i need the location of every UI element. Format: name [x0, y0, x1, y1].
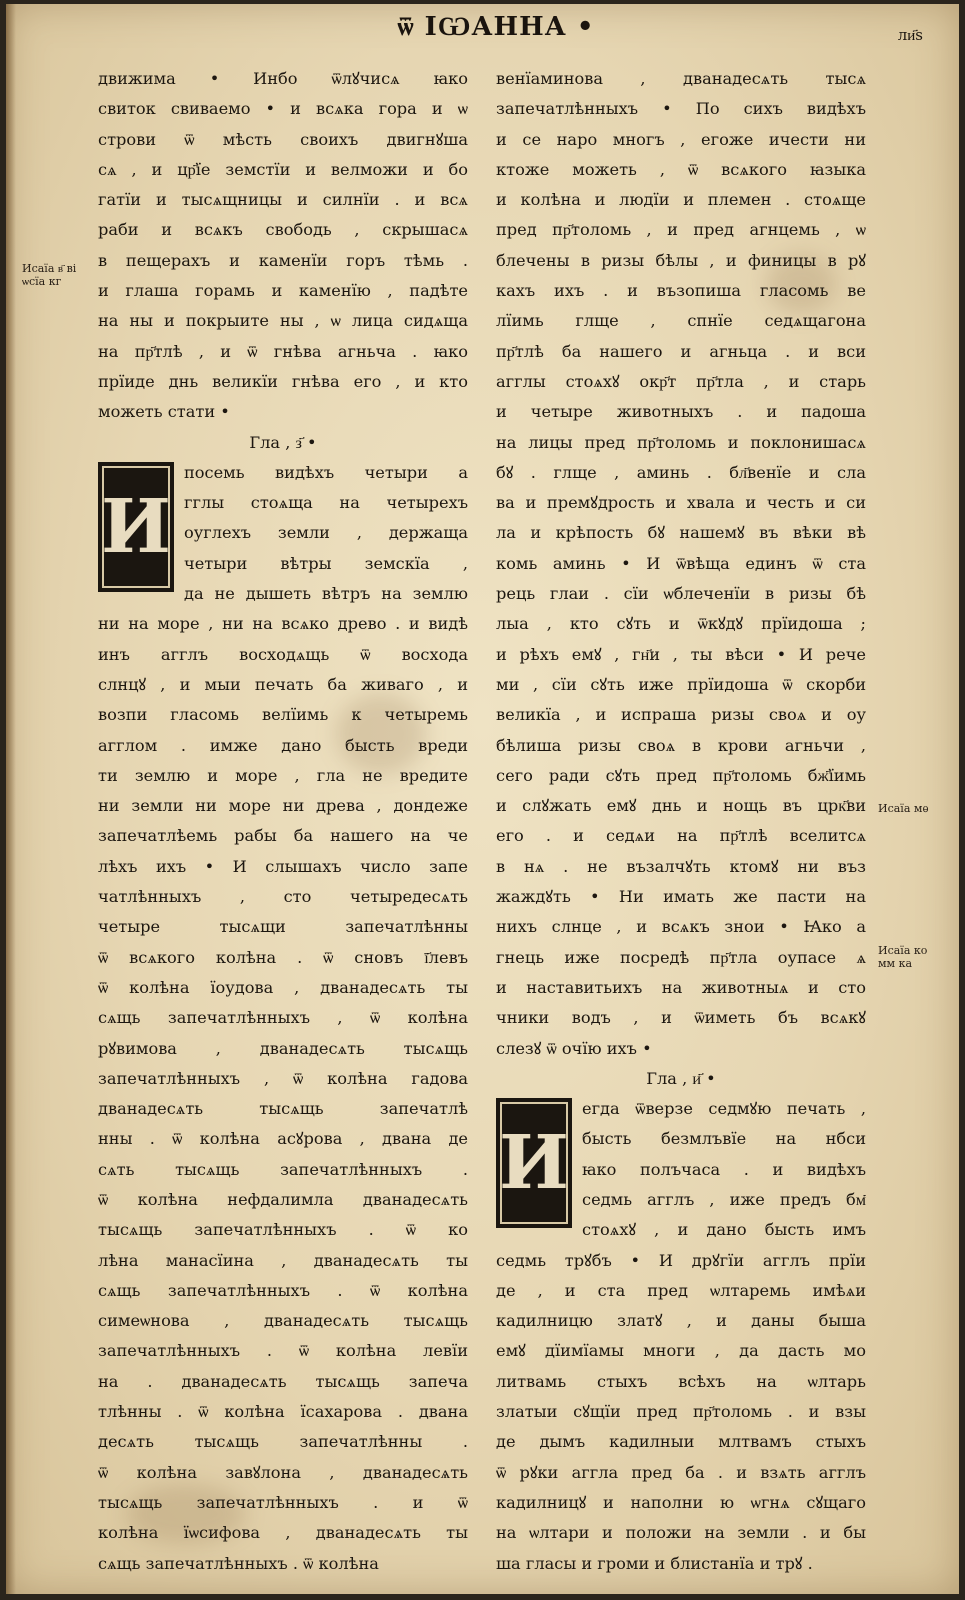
text-line: и наставитьихъ на животныѧ и сто — [496, 977, 866, 997]
text-line: тысѧщь запечатлѣнныхъ . ѿ ко — [98, 1220, 468, 1240]
text-line: на пр҃тлѣ , и ѿ гнѣва агньча . ꙗко — [98, 341, 468, 361]
text-line: в нѧ . не възалчꙋть ктомꙋ ни въз — [496, 856, 866, 876]
text-line: ꙗко полъчаса . и видѣхъ — [582, 1159, 866, 1179]
text-line: нны . ѿ колѣна асꙋрова , двана де — [98, 1129, 468, 1149]
text-line: на лицы пред пр҃толомь и поклонишасѧ — [496, 432, 866, 452]
text-line: и четыре животныхъ . и падоша — [496, 402, 866, 422]
text-line: на ѡлтари и положи на земли . и бы — [496, 1523, 866, 1543]
text-line: венїаминова , дванадесѧть тысѧ — [496, 69, 866, 88]
text-column-left — [98, 64, 468, 1579]
folio-number: ли҃ѕ — [897, 26, 923, 44]
text-line: движима • Инбо ѿлꙋчисѧ ꙗко — [98, 69, 468, 88]
text-line: и глаша горамь и каменїю , падѣте — [98, 281, 468, 301]
text-line: его . и седѧи на пр҃тлѣ вселитсѧ — [496, 826, 866, 846]
text-line: четыри вѣтры земскїа , — [184, 553, 468, 573]
text-line: гатїи и тысѧщницы и силнїи . и всѧ — [98, 190, 468, 210]
text-line: блечены в ризы бѣлы , и финицы в рꙋ — [496, 250, 866, 270]
text-line: и колѣна и людїи и племен . стоѧще — [496, 190, 866, 210]
text-line: сѧщь запечатлѣнныхъ , ѿ колѣна — [98, 1008, 468, 1028]
text-line: сѧщь запечатлѣнныхъ . ѿ колѣна — [98, 1280, 468, 1300]
text-line: комь аминь • И ѿвѣща единъ ѿ ста — [496, 553, 866, 573]
text-line: тлѣнны . ѿ колѣна їсахарова . двана — [98, 1402, 468, 1422]
text-line: бѣлиша ризы своѧ в крови агньчи , — [496, 735, 866, 755]
text-line: ѿ рꙋки аггла пред ба . и взѧть агглъ — [496, 1462, 866, 1482]
text-line: посемь видѣхъ четыри а — [184, 462, 468, 482]
manuscript-page — [6, 4, 959, 1594]
text-line: тысѧщь запечатлѣнныхъ . и ѿ — [98, 1492, 468, 1512]
text-line: бысть безмлъвїе на нбси — [582, 1129, 866, 1149]
text-line: строви ѿ мѣсть своихъ двигнꙋша — [98, 129, 468, 149]
text-line: и рѣхъ емꙋ , гн҃и , ты вѣси • И рече — [496, 644, 866, 664]
text-line: чатлѣнныхъ , сто четыредесѧть — [98, 887, 468, 907]
ornamental-initial: И — [98, 462, 174, 592]
text-line: де дымъ кадилныи млтвамъ стыхъ — [496, 1432, 866, 1452]
text-line: емꙋ дїимїамы многи , да дасть мо — [496, 1341, 866, 1361]
text-line: слнцꙋ , и мыи печать ба живаго , и — [98, 674, 468, 694]
text-line: ва и премꙋдрость и хвала и честь и си — [496, 493, 866, 513]
text-line: ѿ колѣна завꙋлона , дванадесѧть — [98, 1462, 468, 1482]
text-line: ктоже можеть , ѿ всѧкого ꙗзыка — [496, 159, 866, 179]
text-line: сего ради сꙋть пред пр҃толомь бж҃їимь — [496, 765, 866, 785]
text-line: запечатлѣнныхъ . ѿ колѣна левїи — [98, 1341, 468, 1361]
text-line: ша гласы и громи и блистанїа и трꙋ . — [496, 1553, 813, 1573]
text-line: сѧть тысѧщь запечатлѣнныхъ . — [98, 1159, 468, 1179]
text-line: лѣхъ ихъ • И слышахъ число запе — [98, 856, 468, 876]
text-line: жаждꙋть • Ни имать же пасти на — [496, 887, 866, 907]
text-line: раби и всѧкъ свободь , скрышасѧ — [98, 220, 468, 240]
text-line: в пещерахъ и каменїи горъ тѣмь . — [98, 250, 468, 270]
text-line: егда ѿверзе седмꙋю печать , — [582, 1099, 866, 1119]
text-line: великїа , и испраша ризы своѧ и оу — [496, 705, 866, 725]
margin-note-right-1: Исаїа мѳ — [878, 802, 929, 815]
text-line: слезꙋ ѿ очїю ихъ • — [496, 1038, 652, 1058]
text-line: чники водъ , и ѿиметь бъ всѧкꙋ — [496, 1008, 866, 1028]
chapter-heading: Гла , з҃ • — [249, 432, 317, 452]
text-line: стоѧхꙋ , и дано бысть имъ — [582, 1220, 866, 1240]
text-line: запечатлѣнныхъ , ѿ колѣна гадова — [98, 1068, 468, 1088]
text-line: рець глаи . сїи ѡблеченїи в ризы бѣ — [496, 584, 866, 604]
text-line: лїимь глще , спнїе седѧщагона — [496, 311, 866, 331]
text-line: свиток свиваемо • и всѧка гора и ѡ — [98, 99, 468, 119]
text-line: седмь трꙋбъ • И дрꙋгїи агглъ прїи — [496, 1250, 866, 1270]
text-line: гнець иже посредѣ пр҃тла оупасе ѧ — [496, 947, 866, 967]
text-line: литвамь стыхъ всѣхъ на ѡлтарь — [496, 1371, 866, 1391]
page-edge-shadow — [6, 4, 16, 1594]
text-line: кадилницꙋ и наполни ю ѡгнѧ сꙋщаго — [496, 1492, 866, 1512]
text-line: на ны и покрыите ны , ѡ лица сидѧща — [98, 311, 468, 331]
text-line: агглом . имже дано бысть вреди — [98, 735, 468, 755]
text-line: возпи гласомь велїимь к четыремь — [98, 705, 468, 725]
margin-note-right-2: Исаїа ко мм ка — [878, 944, 928, 970]
text-line: симеѡнова , дванадесѧть тысѧщь — [98, 1311, 468, 1331]
text-line: оуглехъ земли , держаща — [184, 523, 468, 543]
text-line: ти землю и море , гла не вредите — [98, 765, 468, 785]
text-line: де , и ста пред ѡлтаремь имѣѧи — [496, 1280, 866, 1300]
text-line: можеть стати • — [98, 402, 230, 422]
text-line: ни земли ни море ни древа , дондеже — [98, 796, 468, 816]
text-line: прїиде днь великїи гнѣва его , и кто — [98, 371, 468, 391]
text-line: агглы стоѧхꙋ окр҃т пр҃тла , и старь — [496, 371, 866, 391]
text-line: гглы стоѧща на четырехъ — [184, 493, 468, 513]
text-line: нихъ слнце , и всѧкъ знои • Ꙗко а — [496, 917, 866, 937]
chapter-heading: Гла , и҃ • — [646, 1068, 716, 1088]
text-line: запечатлѣнныхъ • По сихъ видѣхъ — [496, 99, 866, 119]
margin-note-left: Исаїа в҃ ві ѡсїа кг — [22, 262, 77, 288]
text-line: кахъ ихъ . и възопиша гласомь ве — [496, 281, 866, 301]
text-line: ми , сїи сꙋть иже прїидоша ѿ скорби — [496, 674, 866, 694]
ornamental-initial: И — [496, 1098, 572, 1228]
text-line: дванадесѧть тысѧщь запечатлѣ — [98, 1099, 468, 1119]
text-line: бꙋ . глще , аминь . бл҃венїе и сла — [496, 462, 866, 482]
text-line: и се наро многъ , егоже ичести ни — [496, 129, 866, 149]
text-line: ѿ колѣна їоудова , дванадесѧть ты — [98, 977, 468, 997]
text-line: седмь агглъ , иже предъ бм҃ — [582, 1189, 866, 1209]
text-line: златыи сꙋщїи пред пр҃толомь . и взы — [496, 1402, 866, 1422]
text-line: лыа , кто сꙋть и ѿкꙋдꙋ прїидоша ; — [496, 614, 866, 634]
text-line: четыре тысѧщи запечатлѣнны — [98, 917, 468, 937]
text-line: сѧщь запечатлѣнныхъ . ѿ колѣна — [98, 1553, 379, 1573]
text-line: ла и крѣпость бꙋ нашемꙋ въ вѣки вѣ — [496, 523, 866, 543]
text-line: кадилницю златꙋ , и даны быша — [496, 1311, 866, 1331]
text-line: сѧ , и цр҃їе земстїи и велможи и бо — [98, 159, 468, 179]
text-line: ѿ всѧкого колѣна . ѿ сновъ ї҃левъ — [98, 947, 468, 967]
running-header: ѿ ІѠАННА • — [397, 12, 595, 42]
text-line: инъ агглъ восходѧщь ѿ восхода — [98, 644, 468, 664]
text-line: ни на море , ни на всѧко древо . и видѣ — [98, 614, 468, 634]
text-line: запечатлѣемь рабы ба нашего на че — [98, 826, 468, 846]
text-line: пред пр҃толомь , и пред агнцемь , ѡ — [496, 220, 866, 240]
text-column-right — [496, 64, 866, 1579]
text-line: колѣна їѡсифова , дванадесѧть ты — [98, 1523, 468, 1543]
text-line: пр҃тлѣ ба нашего и агньца . и вси — [496, 341, 866, 361]
text-line: ѿ колѣна нефдалимла дванадесѧть — [98, 1189, 468, 1209]
text-line: рꙋвимова , дванадесѧть тысѧщь — [98, 1038, 468, 1058]
text-line: на . дванадесѧть тысѧщь запеча — [98, 1371, 468, 1391]
text-line: да не дышеть вѣтръ на землю — [184, 584, 468, 604]
text-line: и слꙋжать емꙋ днь и нощь въ црк҃ви — [496, 796, 866, 816]
text-line: лѣна манасїина , дванадесѧть ты — [98, 1250, 468, 1270]
text-line: десѧть тысѧщь запечатлѣнны . — [98, 1432, 468, 1452]
